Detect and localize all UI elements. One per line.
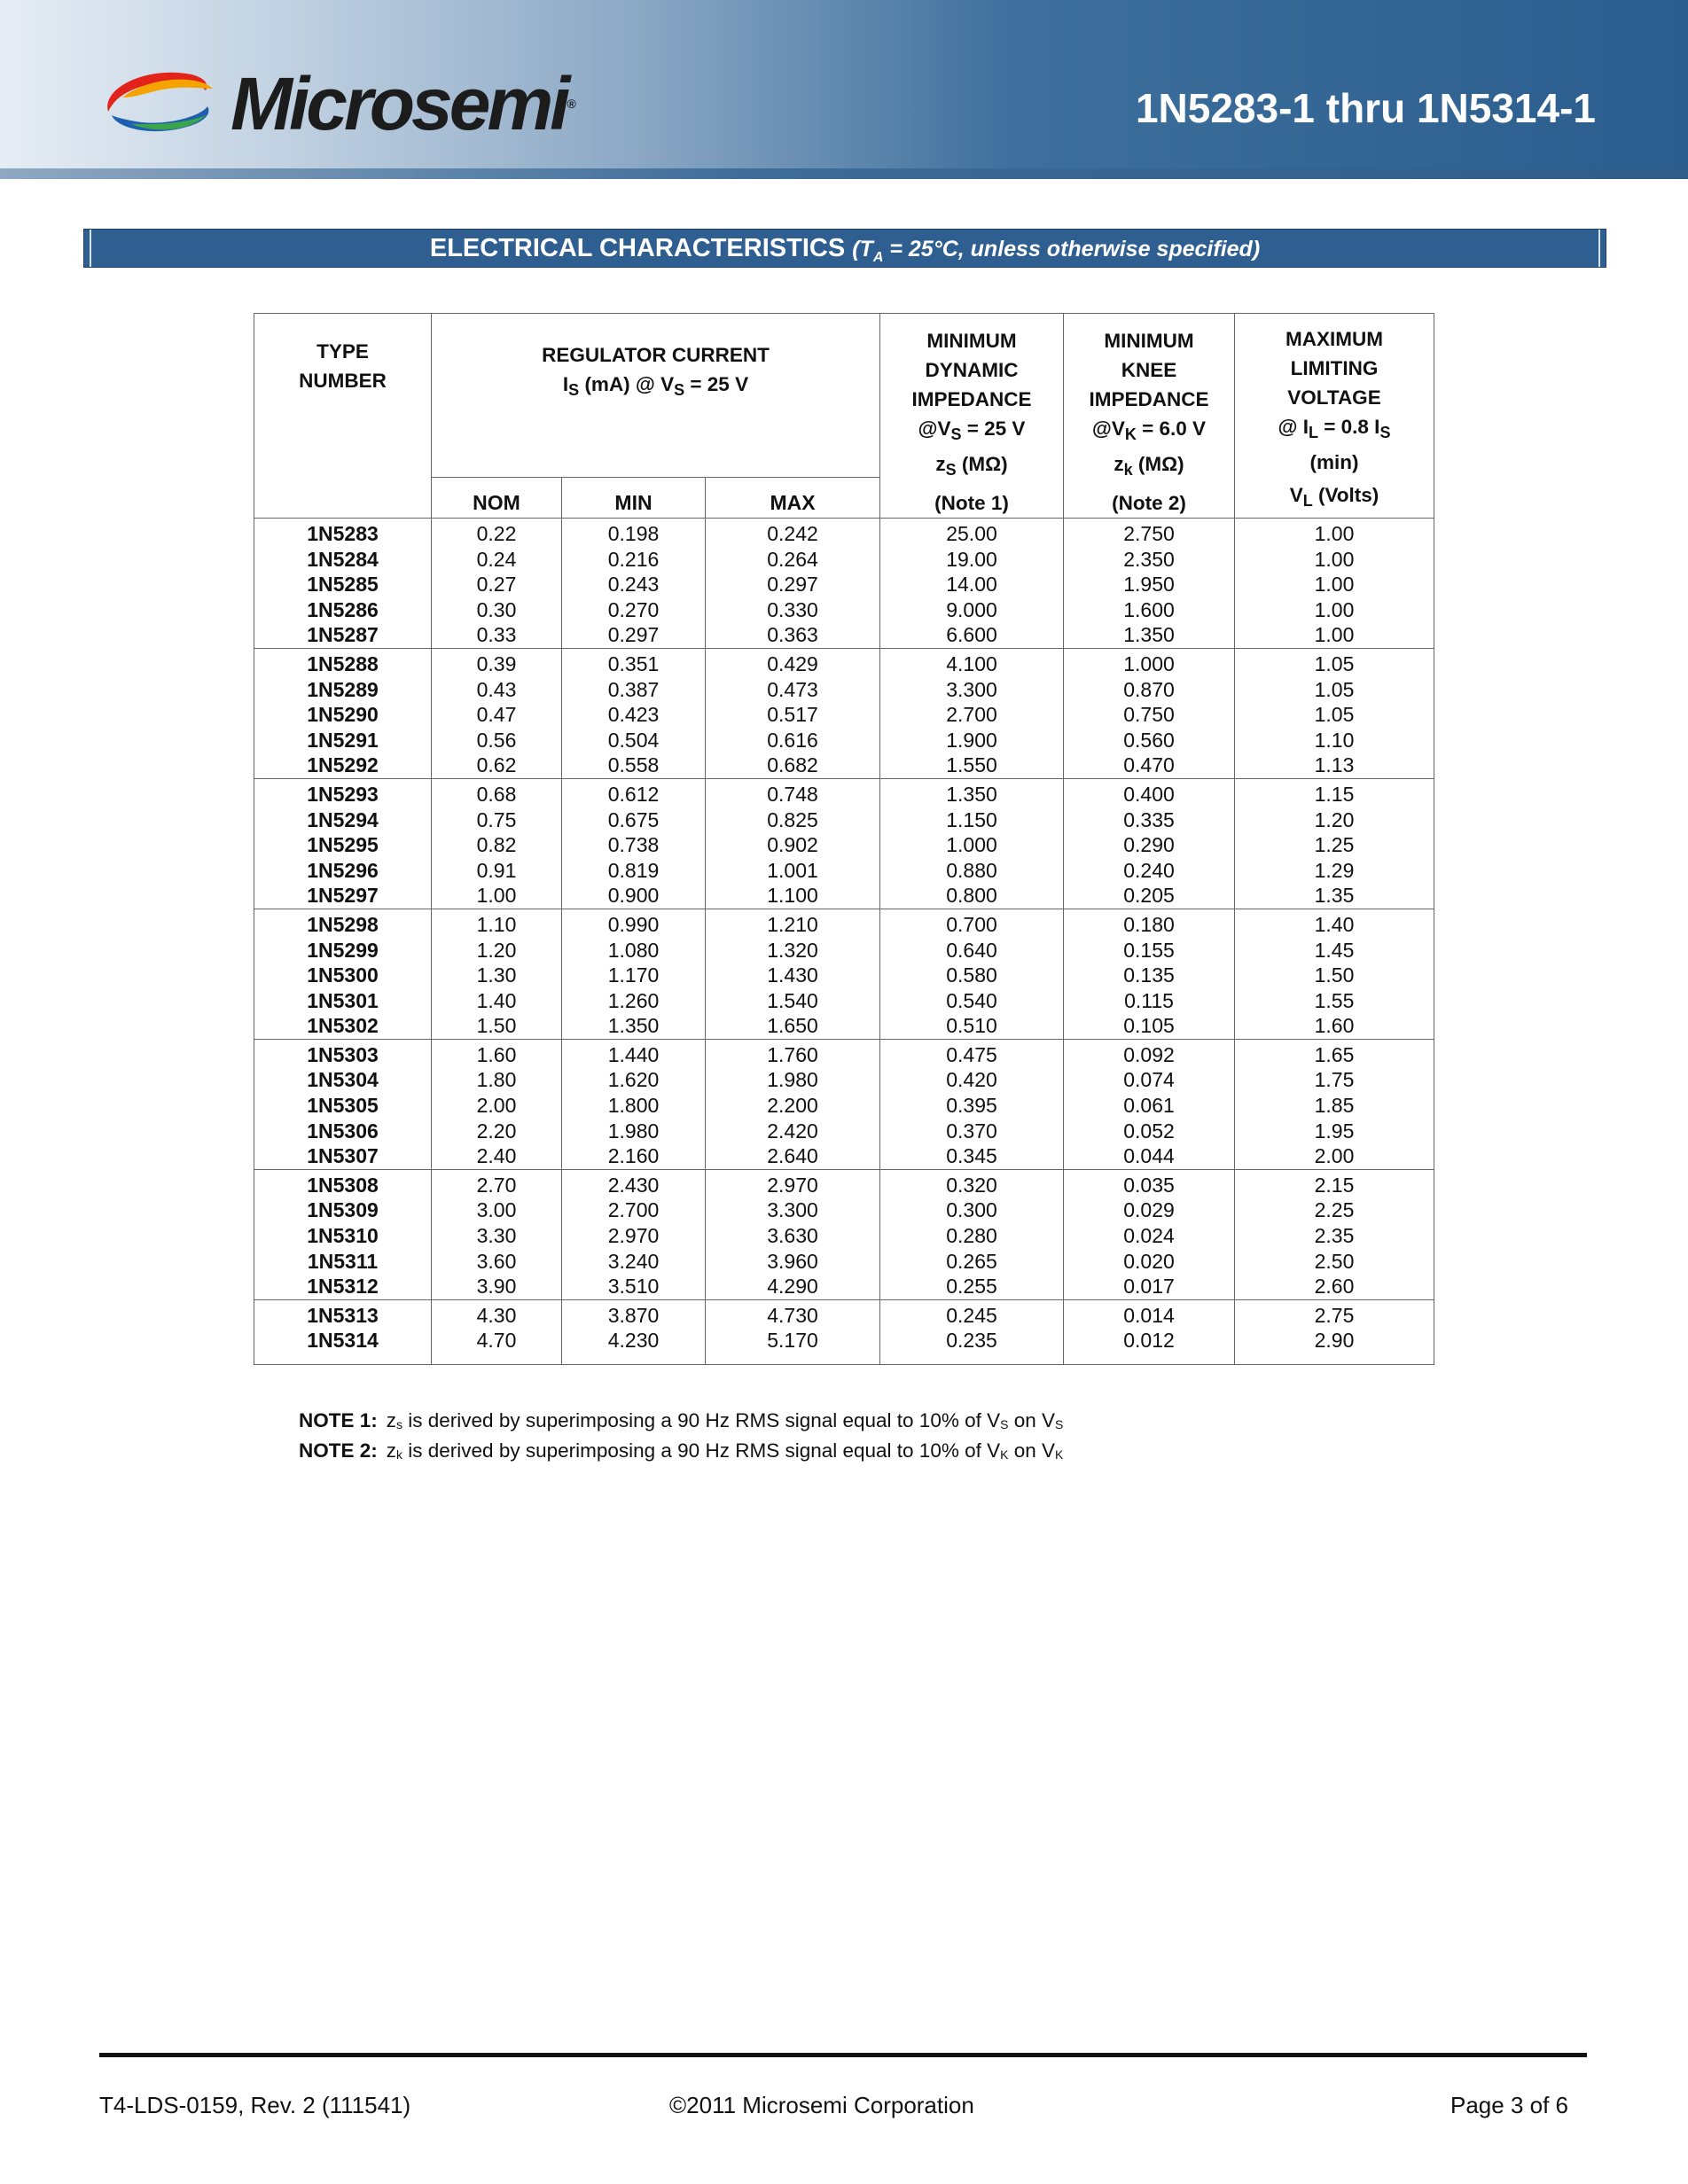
section-title: ELECTRICAL CHARACTERISTICS bbox=[429, 234, 846, 262]
value-cell: 14.00 bbox=[880, 572, 1064, 597]
value-cell: 0.47 bbox=[432, 702, 562, 728]
document-title: 1N5283-1 thru 1N5314-1 bbox=[1135, 85, 1596, 131]
value-cell: 0.750 bbox=[1064, 702, 1235, 728]
value-cell: 0.990 bbox=[562, 909, 706, 937]
table-row bbox=[254, 702, 1434, 728]
value-cell: 1.980 bbox=[706, 1067, 880, 1093]
value-cell: 0.429 bbox=[706, 648, 880, 676]
row-group bbox=[254, 648, 1434, 778]
value-cell: 4.290 bbox=[706, 1274, 880, 1299]
value-cell: 0.675 bbox=[562, 807, 706, 833]
table-row bbox=[254, 728, 1434, 753]
table-row bbox=[254, 988, 1434, 1014]
value-cell: 0.68 bbox=[432, 778, 562, 807]
value-cell: 0.235 bbox=[880, 1328, 1064, 1364]
type-number-cell: 1N5297 bbox=[254, 883, 432, 909]
value-cell: 0.264 bbox=[706, 547, 880, 573]
value-cell: 3.300 bbox=[880, 677, 1064, 703]
value-cell: 1.15 bbox=[1235, 778, 1434, 807]
type-number-cell: 1N5305 bbox=[254, 1093, 432, 1119]
type-number-cell: 1N5295 bbox=[254, 832, 432, 858]
value-cell: 0.475 bbox=[880, 1039, 1064, 1067]
type-number-cell: 1N5291 bbox=[254, 728, 432, 753]
value-cell: 0.62 bbox=[432, 753, 562, 778]
type-number-cell: 1N5296 bbox=[254, 858, 432, 884]
value-cell: 0.39 bbox=[432, 648, 562, 676]
value-cell: 0.819 bbox=[562, 858, 706, 884]
value-cell: 0.902 bbox=[706, 832, 880, 858]
value-cell: 0.052 bbox=[1064, 1119, 1235, 1144]
value-cell: 1.320 bbox=[706, 938, 880, 963]
value-cell: 4.730 bbox=[706, 1299, 880, 1328]
value-cell: 4.100 bbox=[880, 648, 1064, 676]
value-cell: 0.020 bbox=[1064, 1249, 1235, 1275]
type-number-cell: 1N5313 bbox=[254, 1299, 432, 1328]
value-cell: 19.00 bbox=[880, 547, 1064, 573]
value-cell: 1.080 bbox=[562, 938, 706, 963]
value-cell: 1.45 bbox=[1235, 938, 1434, 963]
value-cell: 1.05 bbox=[1235, 702, 1434, 728]
value-cell: 0.700 bbox=[880, 909, 1064, 937]
value-cell: 3.630 bbox=[706, 1223, 880, 1249]
value-cell: 0.900 bbox=[562, 883, 706, 909]
value-cell: 2.00 bbox=[1235, 1143, 1434, 1169]
col-nom: NOM bbox=[432, 478, 562, 519]
type-number-cell: 1N5307 bbox=[254, 1143, 432, 1169]
value-cell: 1.430 bbox=[706, 963, 880, 988]
value-cell: 1.05 bbox=[1235, 677, 1434, 703]
banner-edge-right bbox=[1598, 230, 1600, 267]
value-cell: 0.82 bbox=[432, 832, 562, 858]
type-number-cell: 1N5300 bbox=[254, 963, 432, 988]
value-cell: 0.290 bbox=[1064, 832, 1235, 858]
row-group bbox=[254, 778, 1434, 909]
row-group bbox=[254, 519, 1434, 649]
value-cell: 2.00 bbox=[432, 1093, 562, 1119]
value-cell: 1.950 bbox=[1064, 572, 1235, 597]
value-cell: 0.180 bbox=[1064, 909, 1235, 937]
value-cell: 2.430 bbox=[562, 1169, 706, 1197]
brand-wordmark: Microsemi® bbox=[231, 62, 576, 145]
type-number-cell: 1N5285 bbox=[254, 572, 432, 597]
value-cell: 0.30 bbox=[432, 597, 562, 623]
table-row bbox=[254, 597, 1434, 623]
value-cell: 1.800 bbox=[562, 1093, 706, 1119]
value-cell: 2.640 bbox=[706, 1143, 880, 1169]
page-header bbox=[0, 0, 1688, 168]
footer-divider bbox=[99, 2053, 1587, 2057]
header-row bbox=[254, 314, 1434, 478]
table-row bbox=[254, 1197, 1434, 1223]
type-number-cell: 1N5306 bbox=[254, 1119, 432, 1144]
value-cell: 0.105 bbox=[1064, 1013, 1235, 1039]
value-cell: 0.198 bbox=[562, 519, 706, 547]
row-group bbox=[254, 909, 1434, 1039]
value-cell: 0.024 bbox=[1064, 1223, 1235, 1249]
col-knee-impedance: MINIMUM KNEE IMPEDANCE $@V_K = 6.0$ V $z_k$ (MΩ) (Note 2) bbox=[1064, 314, 1235, 519]
banner-edge-left bbox=[90, 230, 91, 267]
value-cell: 0.370 bbox=[880, 1119, 1064, 1144]
value-cell: 0.558 bbox=[562, 753, 706, 778]
section-conditions: ($T_A = 25^\circ C$, unless otherwise specified) bbox=[852, 237, 1261, 265]
value-cell: 0.029 bbox=[1064, 1197, 1235, 1223]
value-cell: 1.40 bbox=[432, 988, 562, 1014]
value-cell: 0.640 bbox=[880, 938, 1064, 963]
value-cell: 1.000 bbox=[880, 832, 1064, 858]
value-cell: 0.345 bbox=[880, 1143, 1064, 1169]
electrical-characteristics-table bbox=[254, 313, 1434, 1365]
value-cell: 0.580 bbox=[880, 963, 1064, 988]
row-group bbox=[254, 1039, 1434, 1169]
value-cell: 0.061 bbox=[1064, 1093, 1235, 1119]
value-cell: 1.65 bbox=[1235, 1039, 1434, 1067]
value-cell: 1.30 bbox=[432, 963, 562, 988]
value-cell: 1.60 bbox=[1235, 1013, 1434, 1039]
col-dynamic-impedance: MINIMUM DYNAMIC IMPEDANCE $@V_S = 25$ V $z_S$ (MΩ) (Note 1) bbox=[880, 314, 1064, 519]
value-cell: 0.22 bbox=[432, 519, 562, 547]
value-cell: 2.750 bbox=[1064, 519, 1235, 547]
value-cell: 1.650 bbox=[706, 1013, 880, 1039]
value-cell: 0.297 bbox=[562, 622, 706, 648]
table-row bbox=[254, 547, 1434, 573]
value-cell: 0.115 bbox=[1064, 988, 1235, 1014]
value-cell: 1.50 bbox=[432, 1013, 562, 1039]
value-cell: 1.35 bbox=[1235, 883, 1434, 909]
value-cell: 1.760 bbox=[706, 1039, 880, 1067]
value-cell: 1.10 bbox=[1235, 728, 1434, 753]
table-row bbox=[254, 648, 1434, 676]
value-cell: 2.40 bbox=[432, 1143, 562, 1169]
value-cell: 1.620 bbox=[562, 1067, 706, 1093]
table-row bbox=[254, 1067, 1434, 1093]
value-cell: 1.85 bbox=[1235, 1093, 1434, 1119]
value-cell: 0.335 bbox=[1064, 807, 1235, 833]
table-row bbox=[254, 1093, 1434, 1119]
value-cell: 1.20 bbox=[432, 938, 562, 963]
value-cell: 0.387 bbox=[562, 677, 706, 703]
table-row bbox=[254, 1223, 1434, 1249]
value-cell: 2.970 bbox=[706, 1169, 880, 1197]
value-cell: 1.100 bbox=[706, 883, 880, 909]
value-cell: 1.05 bbox=[1235, 648, 1434, 676]
col-min: MIN bbox=[562, 478, 706, 519]
value-cell: 0.504 bbox=[562, 728, 706, 753]
col-limiting-voltage: MAXIMUM LIMITING VOLTAGE @ $I_L = 0.8$ $I_S$ (min) $V_L$ (Volts) bbox=[1235, 314, 1434, 519]
type-number-cell: 1N5286 bbox=[254, 597, 432, 623]
value-cell: 0.560 bbox=[1064, 728, 1235, 753]
row-group bbox=[254, 1299, 1434, 1364]
value-cell: 2.200 bbox=[706, 1093, 880, 1119]
value-cell: 2.160 bbox=[562, 1143, 706, 1169]
value-cell: 3.60 bbox=[432, 1249, 562, 1275]
value-cell: 0.540 bbox=[880, 988, 1064, 1014]
value-cell: 1.350 bbox=[562, 1013, 706, 1039]
type-number-cell: 1N5310 bbox=[254, 1223, 432, 1249]
type-number-cell: 1N5312 bbox=[254, 1274, 432, 1299]
value-cell: 1.550 bbox=[880, 753, 1064, 778]
note-2: NOTE 2: zk is derived by superimposing a 90 Hz RMS signal equal to 10% of VK on VK bbox=[299, 1439, 1064, 1462]
type-number-cell: 1N5289 bbox=[254, 677, 432, 703]
table-row bbox=[254, 909, 1434, 937]
value-cell: 1.170 bbox=[562, 963, 706, 988]
microsemi-logo bbox=[96, 62, 592, 145]
table-row bbox=[254, 1169, 1434, 1197]
value-cell: 0.297 bbox=[706, 572, 880, 597]
value-cell: 0.205 bbox=[1064, 883, 1235, 909]
notes bbox=[299, 1408, 1063, 1468]
value-cell: 0.517 bbox=[706, 702, 880, 728]
type-number-cell: 1N5308 bbox=[254, 1169, 432, 1197]
value-cell: 4.230 bbox=[562, 1328, 706, 1364]
value-cell: 1.260 bbox=[562, 988, 706, 1014]
value-cell: 0.420 bbox=[880, 1067, 1064, 1093]
type-number-cell: 1N5284 bbox=[254, 547, 432, 573]
section-banner bbox=[83, 229, 1606, 268]
type-number-cell: 1N5311 bbox=[254, 1249, 432, 1275]
value-cell: 0.044 bbox=[1064, 1143, 1235, 1169]
note-1: NOTE 1: zs is derived by superimposing a 90 Hz RMS signal equal to 10% of VS on VS bbox=[299, 1409, 1064, 1431]
value-cell: 0.800 bbox=[880, 883, 1064, 909]
value-cell: 0.33 bbox=[432, 622, 562, 648]
value-cell: 1.350 bbox=[1064, 622, 1235, 648]
table-row bbox=[254, 883, 1434, 909]
value-cell: 2.70 bbox=[432, 1169, 562, 1197]
value-cell: 0.092 bbox=[1064, 1039, 1235, 1067]
value-cell: 1.10 bbox=[432, 909, 562, 937]
table-row bbox=[254, 1249, 1434, 1275]
value-cell: 2.350 bbox=[1064, 547, 1235, 573]
type-number-cell: 1N5301 bbox=[254, 988, 432, 1014]
value-cell: 0.035 bbox=[1064, 1169, 1235, 1197]
type-number-cell: 1N5314 bbox=[254, 1328, 432, 1364]
value-cell: 4.70 bbox=[432, 1328, 562, 1364]
value-cell: 1.600 bbox=[1064, 597, 1235, 623]
value-cell: 4.30 bbox=[432, 1299, 562, 1328]
col-max: MAX bbox=[706, 478, 880, 519]
value-cell: 2.50 bbox=[1235, 1249, 1434, 1275]
type-number-cell: 1N5304 bbox=[254, 1067, 432, 1093]
value-cell: 1.80 bbox=[432, 1067, 562, 1093]
value-cell: 3.240 bbox=[562, 1249, 706, 1275]
value-cell: 3.300 bbox=[706, 1197, 880, 1223]
table-row bbox=[254, 1274, 1434, 1299]
type-number-cell: 1N5288 bbox=[254, 648, 432, 676]
value-cell: 2.25 bbox=[1235, 1197, 1434, 1223]
value-cell: 0.320 bbox=[880, 1169, 1064, 1197]
value-cell: 3.870 bbox=[562, 1299, 706, 1328]
value-cell: 0.91 bbox=[432, 858, 562, 884]
row-group bbox=[254, 1169, 1434, 1299]
value-cell: 0.245 bbox=[880, 1299, 1064, 1328]
value-cell: 0.880 bbox=[880, 858, 1064, 884]
value-cell: 0.216 bbox=[562, 547, 706, 573]
col-type-number: TYPE NUMBER bbox=[254, 314, 432, 519]
value-cell: 0.265 bbox=[880, 1249, 1064, 1275]
table-row bbox=[254, 1328, 1434, 1364]
value-cell: 2.90 bbox=[1235, 1328, 1434, 1364]
value-cell: 2.700 bbox=[880, 702, 1064, 728]
value-cell: 2.420 bbox=[706, 1119, 880, 1144]
value-cell: 0.351 bbox=[562, 648, 706, 676]
value-cell: 3.510 bbox=[562, 1274, 706, 1299]
type-number-cell: 1N5299 bbox=[254, 938, 432, 963]
value-cell: 1.13 bbox=[1235, 753, 1434, 778]
value-cell: 2.75 bbox=[1235, 1299, 1434, 1328]
table-row bbox=[254, 677, 1434, 703]
value-cell: 1.50 bbox=[1235, 963, 1434, 988]
table-row bbox=[254, 519, 1434, 547]
value-cell: 0.510 bbox=[880, 1013, 1064, 1039]
value-cell: 1.150 bbox=[880, 807, 1064, 833]
value-cell: 0.255 bbox=[880, 1274, 1064, 1299]
value-cell: 3.00 bbox=[432, 1197, 562, 1223]
value-cell: 0.27 bbox=[432, 572, 562, 597]
value-cell: 0.470 bbox=[1064, 753, 1235, 778]
value-cell: 1.350 bbox=[880, 778, 1064, 807]
value-cell: 2.700 bbox=[562, 1197, 706, 1223]
value-cell: 2.35 bbox=[1235, 1223, 1434, 1249]
table-row bbox=[254, 1299, 1434, 1328]
value-cell: 0.616 bbox=[706, 728, 880, 753]
type-number-cell: 1N5303 bbox=[254, 1039, 432, 1067]
value-cell: 1.95 bbox=[1235, 1119, 1434, 1144]
value-cell: 9.000 bbox=[880, 597, 1064, 623]
value-cell: 1.00 bbox=[1235, 519, 1434, 547]
value-cell: 1.001 bbox=[706, 858, 880, 884]
value-cell: 1.540 bbox=[706, 988, 880, 1014]
value-cell: 1.60 bbox=[432, 1039, 562, 1067]
table-row bbox=[254, 1119, 1434, 1144]
value-cell: 1.55 bbox=[1235, 988, 1434, 1014]
type-number-cell: 1N5294 bbox=[254, 807, 432, 833]
value-cell: 1.00 bbox=[432, 883, 562, 909]
value-cell: 3.960 bbox=[706, 1249, 880, 1275]
value-cell: 1.980 bbox=[562, 1119, 706, 1144]
value-cell: 1.000 bbox=[1064, 648, 1235, 676]
value-cell: 1.40 bbox=[1235, 909, 1434, 937]
value-cell: 0.280 bbox=[880, 1223, 1064, 1249]
value-cell: 0.012 bbox=[1064, 1328, 1235, 1364]
table-row bbox=[254, 938, 1434, 963]
value-cell: 1.00 bbox=[1235, 622, 1434, 648]
table-row bbox=[254, 807, 1434, 833]
table-row bbox=[254, 963, 1434, 988]
value-cell: 0.395 bbox=[880, 1093, 1064, 1119]
value-cell: 2.60 bbox=[1235, 1274, 1434, 1299]
value-cell: 0.870 bbox=[1064, 677, 1235, 703]
col-regulator-current: REGULATOR CURRENT $I_S$ (mA) @ $V_S = 25$ V bbox=[432, 314, 880, 478]
value-cell: 0.748 bbox=[706, 778, 880, 807]
value-cell: 3.90 bbox=[432, 1274, 562, 1299]
value-cell: 0.155 bbox=[1064, 938, 1235, 963]
value-cell: 0.825 bbox=[706, 807, 880, 833]
value-cell: 0.738 bbox=[562, 832, 706, 858]
type-number-cell: 1N5302 bbox=[254, 1013, 432, 1039]
value-cell: 6.600 bbox=[880, 622, 1064, 648]
table-row bbox=[254, 572, 1434, 597]
value-cell: 0.135 bbox=[1064, 963, 1235, 988]
value-cell: 1.00 bbox=[1235, 572, 1434, 597]
value-cell: 0.612 bbox=[562, 778, 706, 807]
value-cell: 2.970 bbox=[562, 1223, 706, 1249]
table-row bbox=[254, 1143, 1434, 1169]
type-number-cell: 1N5292 bbox=[254, 753, 432, 778]
value-cell: 0.242 bbox=[706, 519, 880, 547]
table-row bbox=[254, 858, 1434, 884]
value-cell: 0.300 bbox=[880, 1197, 1064, 1223]
value-cell: 0.330 bbox=[706, 597, 880, 623]
value-cell: 25.00 bbox=[880, 519, 1064, 547]
value-cell: 1.900 bbox=[880, 728, 1064, 753]
value-cell: 0.24 bbox=[432, 547, 562, 573]
table-row bbox=[254, 832, 1434, 858]
value-cell: 3.30 bbox=[432, 1223, 562, 1249]
value-cell: 1.440 bbox=[562, 1039, 706, 1067]
table-row bbox=[254, 1039, 1434, 1067]
value-cell: 0.240 bbox=[1064, 858, 1235, 884]
type-number-cell: 1N5283 bbox=[254, 519, 432, 547]
value-cell: 1.210 bbox=[706, 909, 880, 937]
value-cell: 1.75 bbox=[1235, 1067, 1434, 1093]
value-cell: 2.15 bbox=[1235, 1169, 1434, 1197]
value-cell: 1.20 bbox=[1235, 807, 1434, 833]
header-divider bbox=[0, 168, 1688, 179]
value-cell: 2.20 bbox=[432, 1119, 562, 1144]
value-cell: 1.29 bbox=[1235, 858, 1434, 884]
type-number-cell: 1N5309 bbox=[254, 1197, 432, 1223]
value-cell: 0.270 bbox=[562, 597, 706, 623]
value-cell: 0.43 bbox=[432, 677, 562, 703]
type-number-cell: 1N5298 bbox=[254, 909, 432, 937]
footer-page-number: Page 3 of 6 bbox=[1450, 2092, 1568, 2118]
footer-doc-id: T4-LDS-0159, Rev. 2 (111541) bbox=[99, 2092, 411, 2118]
value-cell: 0.423 bbox=[562, 702, 706, 728]
value-cell: 0.363 bbox=[706, 622, 880, 648]
table-row bbox=[254, 1013, 1434, 1039]
value-cell: 1.25 bbox=[1235, 832, 1434, 858]
value-cell: 0.243 bbox=[562, 572, 706, 597]
value-cell: 0.75 bbox=[432, 807, 562, 833]
table-row bbox=[254, 622, 1434, 648]
table-row bbox=[254, 753, 1434, 778]
type-number-cell: 1N5290 bbox=[254, 702, 432, 728]
value-cell: 0.56 bbox=[432, 728, 562, 753]
value-cell: 0.074 bbox=[1064, 1067, 1235, 1093]
value-cell: 0.014 bbox=[1064, 1299, 1235, 1328]
type-number-cell: 1N5287 bbox=[254, 622, 432, 648]
value-cell: 1.00 bbox=[1235, 547, 1434, 573]
value-cell: 0.400 bbox=[1064, 778, 1235, 807]
footer-copyright: ©2011 Microsemi Corporation bbox=[669, 2092, 974, 2118]
value-cell: 0.682 bbox=[706, 753, 880, 778]
table-row bbox=[254, 778, 1434, 807]
microsemi-swirl-icon bbox=[96, 62, 229, 142]
value-cell: 5.170 bbox=[706, 1328, 880, 1364]
type-number-cell: 1N5293 bbox=[254, 778, 432, 807]
value-cell: 1.00 bbox=[1235, 597, 1434, 623]
value-cell: 0.017 bbox=[1064, 1274, 1235, 1299]
value-cell: 0.473 bbox=[706, 677, 880, 703]
